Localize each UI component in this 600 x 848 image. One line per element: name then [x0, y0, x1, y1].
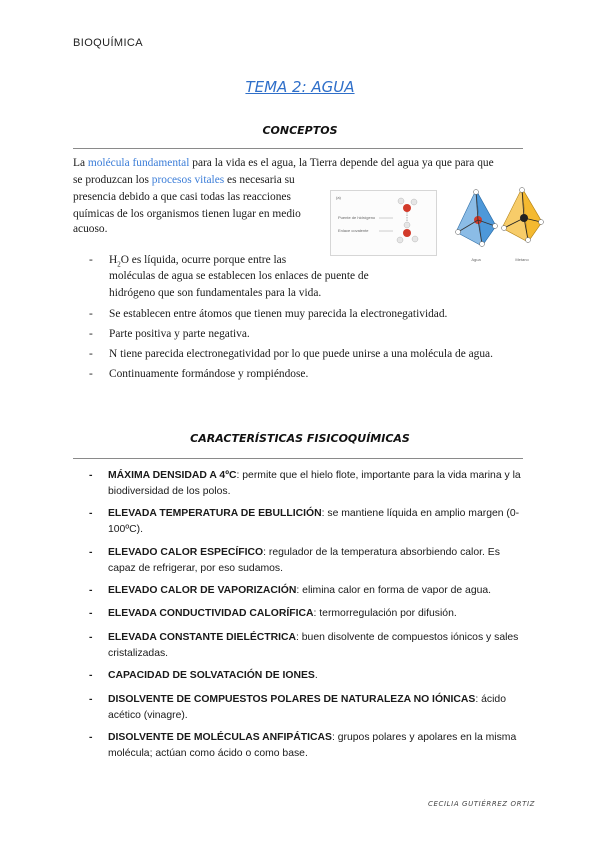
intro-line-1: La molécula fundamental para la vida es el agua, la Tierra depende del agua ya que para que: [73, 157, 494, 169]
fq-item: - ELEVADO CALOR ESPECÍFICO: regulador de la temperatura absorbiendo calor. Es capaz de refrigerar, por eso sudamos.: [89, 547, 500, 574]
fq-item: - ELEVADA CONSTANTE DIELÉCTRICA: buen disolvente de compuestos iónicos y sales cristalizadas.: [89, 632, 519, 659]
intro-line-4: químicas de los organismos tienen lugar en medio: [73, 208, 301, 220]
concept-item: - N tiene parecida electronegatividad por lo que puede unirse a una molécula de agua.: [89, 348, 493, 360]
fq-item: - CAPACIDAD DE SOLVATACIÓN DE IONES.: [89, 670, 318, 681]
concept-item: - Continuamente formándose y rompiéndose.: [89, 368, 309, 380]
fq-item: - DISOLVENTE DE COMPUESTOS POLARES DE NATURALEZA NO IÓNICAS: ácido acético (vinagre).: [89, 694, 506, 721]
label-puente-hidrogeno: Puente de hidrógeno: [338, 215, 376, 220]
caption-agua: Agua: [471, 257, 481, 262]
caption-metano: Metano: [515, 257, 529, 262]
page-title: TEMA 2: AGUA: [245, 78, 355, 96]
label-enlace-covalente: Enlace covalente: [338, 228, 369, 233]
concept-item-h2o: - $H_2O$ es líquida, ocurre porque entre las: [89, 254, 287, 269]
concept-item-h2o-line3: hidrógeno que son fundamentales para la vida.: [109, 287, 322, 299]
concept-item-h2o-line2: moléculas de agua se establecen los enlaces de puente de: [109, 270, 369, 282]
intro-line-2: se produzcan los procesos vitales es necesaria su: [73, 174, 295, 186]
hydrogen-bond-figure: [330, 190, 437, 256]
section-divider: [73, 458, 523, 459]
fq-item: - MÁXIMA DENSIDAD A 4ºC: permite que el hielo flote, importante para la vida marina y la biodiversidad de los polos.: [89, 470, 521, 497]
intro-line-3: presencia debido a que casi todas las reacciones: [73, 191, 291, 203]
tetrahedra-figure: [452, 186, 544, 266]
author-footer: CECILIA GUTIÉRREZ ORTIZ: [428, 800, 536, 808]
section-heading-conceptos: CONCEPTOS: [262, 124, 338, 137]
link-procesos-vitales: procesos vitales: [151, 174, 225, 186]
intro-line-5: acuoso.: [73, 223, 108, 235]
fq-item: - ELEVADA CONDUCTIVIDAD CALORÍFICA: termorregulación por difusión.: [89, 608, 457, 619]
tetrahedra-diagram: [452, 186, 544, 266]
section-divider: [73, 148, 523, 149]
document-header: BIOQUÍMICA: [73, 37, 144, 49]
concept-item: - Parte positiva y parte negativa.: [89, 328, 250, 340]
concept-item: - Se establecen entre átomos que tienen muy parecida la electronegatividad.: [89, 308, 448, 320]
fq-item: - ELEVADO CALOR DE VAPORIZACIÓN: elimina calor en forma de vapor de agua.: [89, 585, 492, 596]
figure-panel-label: (a): [336, 195, 341, 200]
hydrogen-bond-diagram: [331, 191, 436, 255]
fq-item: - ELEVADA TEMPERATURA DE EBULLICIÓN: se mantiene líquida en amplio margen (0-100ºC).: [89, 508, 520, 535]
section-heading-fisicoquimicas: CARACTERÍSTICAS FISICOQUÍMICAS: [190, 432, 410, 445]
link-molecula-fundamental: molécula fundamental: [87, 157, 190, 169]
fq-item: - DISOLVENTE DE MOLÉCULAS ANFIPÁTICAS: grupos polares y apolares en la misma molécula; actúan como ácido o como base.: [89, 732, 517, 759]
